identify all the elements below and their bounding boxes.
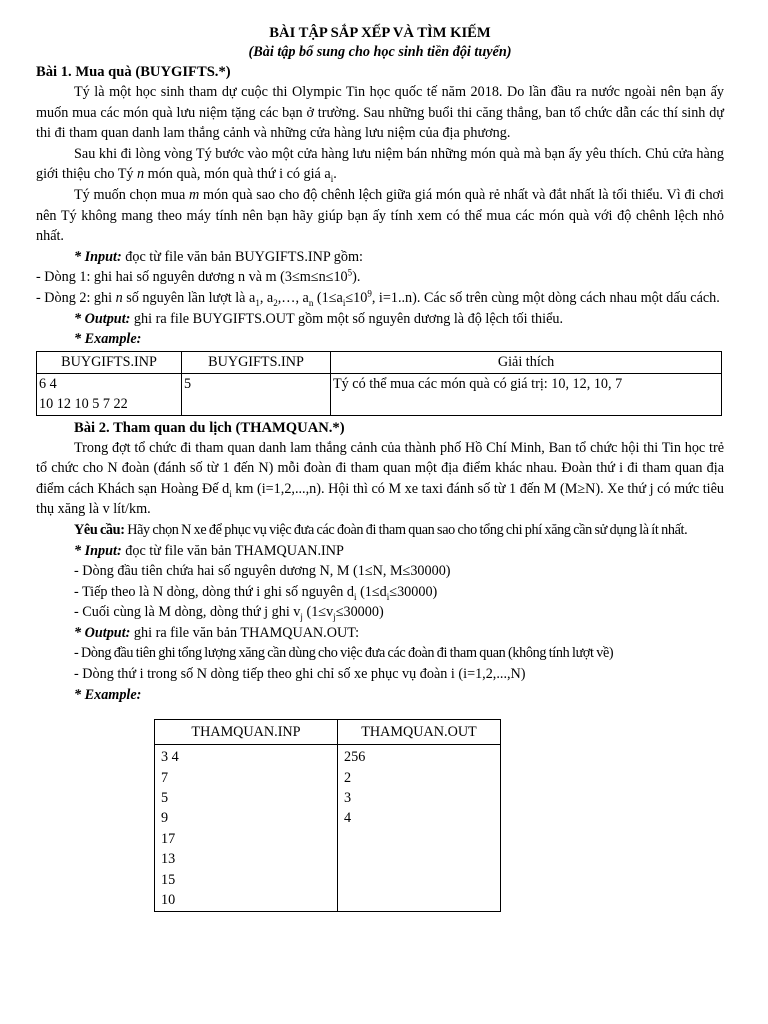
table-cell-line: 13	[161, 851, 176, 868]
text-run: - Cuối cùng là M dòng, dòng thứ j ghi v	[74, 604, 301, 621]
problem-1-heading: Bài 1. Mua quà (BUYGIFTS.*)	[36, 64, 231, 80]
problem-1-input-line-2	[36, 288, 724, 309]
problem-1-input-line	[36, 247, 724, 268]
output-text: ghi ra file văn bản THAMQUAN.OUT:	[130, 624, 360, 641]
text-run: ).	[352, 269, 361, 286]
problem-2-output-line	[36, 623, 724, 644]
table-header-cell: BUYGIFTS.INP	[37, 351, 182, 373]
output-text: ghi ra file BUYGIFTS.OUT gồm một số nguyên dương là độ lệch tối thiểu.	[130, 310, 564, 327]
text-run: Trong đợt tổ chức đi tham quan danh lam thắng cảnh của thành phố Hồ Chí Minh, Ban tổ chức hội thi Tin học trẻ tổ chức cho N đoàn (đánh số từ 1 đến N) mỗi đoàn đi tham quan một địa điểm khác nhau. Đoàn thứ i đi tham quan địa điểm cách Khách sạn Hoàng Đế d	[36, 439, 724, 497]
text-run: món quà, món quà thứ i có giá a	[144, 166, 331, 183]
problem-2-input-line-2	[36, 582, 724, 603]
table-cell-line: 5	[161, 790, 169, 807]
problem-1-example-table	[36, 351, 722, 416]
subscript: n	[308, 297, 314, 308]
text-run: Tý muốn chọn mua	[74, 186, 190, 203]
problem-2-example-table	[154, 719, 501, 911]
output-label: * Output:	[74, 624, 131, 641]
table-cell-line: 5	[184, 375, 192, 392]
input-label: * Input:	[74, 542, 122, 559]
text-run: Sau khi đi lòng vòng Tý bước vào một cửa hàng lưu niệm bán những món quà mà bạn ấy yêu thích. Chủ cửa hàng giới thiệu cho Tý	[36, 145, 724, 183]
subscript: 2	[273, 297, 278, 308]
variable-m: m	[189, 186, 200, 203]
problem-1-input-line-1	[36, 267, 724, 288]
text-run: km (i=1,2,...,n). Hội thì có M xe taxi đánh số từ 1 đến M (M≥N). Xe thứ j có mức tiêu thụ xăng là v lít/km.	[36, 480, 724, 518]
document-subtitle: (Bài tập bổ sung cho học sinh tiền đội tuyển)	[248, 44, 512, 60]
table-header-cell: THAMQUAN.OUT	[338, 720, 501, 745]
superscript: 9	[367, 288, 372, 299]
problem-2-paragraph-1	[36, 438, 724, 520]
subscript: j	[333, 612, 336, 623]
text-run: , a	[259, 289, 274, 306]
subscript: 1	[255, 297, 260, 308]
problem-2-input-line-1: - Dòng đầu tiên chứa hai số nguyên dương N, M (1≤N, M≤30000)	[74, 563, 451, 580]
subscript: i	[229, 488, 232, 499]
table-header-cell: BUYGIFTS.INP	[182, 351, 331, 373]
table-header-row	[155, 720, 501, 745]
text-run: .	[333, 166, 337, 183]
input-text: đọc từ file văn bản BUYGIFTS.INP gồm:	[121, 248, 363, 265]
table-cell-line: 17	[161, 830, 176, 847]
problem-2-example-label	[36, 685, 724, 706]
example-label: * Example:	[74, 331, 142, 348]
table-cell-output	[338, 745, 501, 911]
text-run: (1≤v	[302, 604, 334, 621]
text-run: số nguyên lần lượt là a	[122, 289, 256, 306]
table-cell-input	[155, 745, 338, 911]
problem-2-requirement	[36, 520, 724, 541]
table-cell-line: 4	[344, 810, 352, 827]
text-run: (1≤d	[356, 583, 387, 600]
problem-1-paragraph-3	[36, 185, 724, 247]
subscript: i	[330, 174, 334, 185]
text-run: - Dòng 2: ghi	[36, 289, 116, 306]
table-cell-line: 10	[161, 892, 176, 909]
problem-2-heading: Bài 2. Tham quan du lịch (THAMQUAN.*)	[74, 419, 345, 436]
table-cell-line: 10 12 10 5 7 22	[39, 396, 128, 413]
text-run: ≤30000)	[335, 604, 384, 621]
problem-2-output-line-1: - Dòng đầu tiên ghi tổng lượng xăng cần dùng cho việc đưa các đoàn đi tham quan (không tính lượt về)	[74, 645, 614, 662]
problem-2-input-line	[36, 541, 724, 562]
table-header-cell: THAMQUAN.INP	[155, 720, 338, 745]
problem-1-example-label	[36, 329, 724, 350]
document-title: BÀI TẬP SẮP XẾP VÀ TÌM KIẾM	[269, 25, 491, 41]
table-cell-line: 2	[344, 769, 352, 786]
table-cell-explanation	[331, 373, 722, 415]
subscript: i	[386, 591, 390, 602]
subscript: j	[300, 612, 303, 623]
table-cell-line: Tý có thể mua các món quà có giá trị: 10, 12, 10, 7	[333, 375, 623, 392]
subscript: i	[354, 591, 357, 602]
input-text: đọc từ file văn bản THAMQUAN.INP	[121, 542, 344, 559]
table-row	[155, 745, 501, 911]
variable-n: n	[137, 166, 145, 183]
table-cell-line: 6 4	[39, 375, 57, 392]
text-run: ≤30000)	[389, 583, 438, 600]
problem-1-paragraph-1: Tý là một học sinh tham dự cuộc thi Olympic Tin học quốc tế năm 2018. Do lần đầu ra nước ngoài nên bạn ấy muốn mua các món quà lưu niệm tặng các bạn ở trường. Sau những buổi thi căng thẳng, ban tổ chức dẫn các thí sinh dự thi đi tham quan danh lam thắng cảnh và những cửa hàng lưu niệm của địa phương.	[36, 84, 724, 142]
table-row	[37, 373, 722, 415]
requirement-text: Hãy chọn N xe để phục vụ việc đưa các đoàn đi tham quan sao cho tổng chi phí xăng cần sử dụng là ít nhất.	[124, 521, 688, 538]
problem-1-paragraph-2	[36, 144, 724, 185]
table-header-row	[37, 351, 722, 373]
text-run: món quà sao cho độ chênh lệch giữa giá món quà rẻ nhất và đắt nhất là tối thiểu. Vì đi chơi nên Tý không mang theo máy tính nên bạn hãy giúp bạn ấy tính xem có thể mua các món quà với độ chênh lệch nhỏ nhất.	[36, 186, 724, 245]
example-label: * Example:	[74, 686, 142, 703]
text-run: (1≤a	[313, 289, 343, 306]
text-run: - Dòng 1: ghi hai số nguyên dương n và m (3≤m≤n≤10	[36, 269, 348, 286]
table-cell-output	[182, 373, 331, 415]
subscript: i	[342, 297, 346, 308]
text-run: - Tiếp theo là N dòng, dòng thứ i ghi số nguyên d	[74, 583, 355, 600]
table-header-cell: Giải thích	[331, 351, 722, 373]
table-cell-input	[37, 373, 182, 415]
table-cell-line: 7	[161, 769, 169, 786]
table-cell-line: 3 4	[161, 749, 179, 766]
text-run: ≤10	[345, 289, 368, 306]
table-cell-line: 15	[161, 871, 176, 888]
requirement-label: Yêu cầu:	[74, 521, 125, 538]
table-cell-line: 256	[344, 749, 366, 766]
superscript: 5	[347, 267, 353, 278]
table-cell-line: 3	[344, 790, 352, 807]
output-label: * Output:	[74, 310, 131, 327]
text-run: ,…, a	[277, 289, 309, 306]
problem-2-input-line-3	[36, 602, 724, 623]
table-cell-line: 9	[161, 810, 169, 827]
text-run: , i=1..n). Các số trên cùng một dòng cách nhau một dấu cách.	[371, 289, 720, 306]
input-label: * Input:	[74, 248, 122, 265]
variable-n: n	[115, 289, 123, 306]
problem-1-output-line	[36, 309, 724, 330]
problem-2-output-line-2: - Dòng thứ i trong số N dòng tiếp theo ghi chỉ số xe phục vụ đoàn i (i=1,2,...,N)	[74, 666, 526, 683]
